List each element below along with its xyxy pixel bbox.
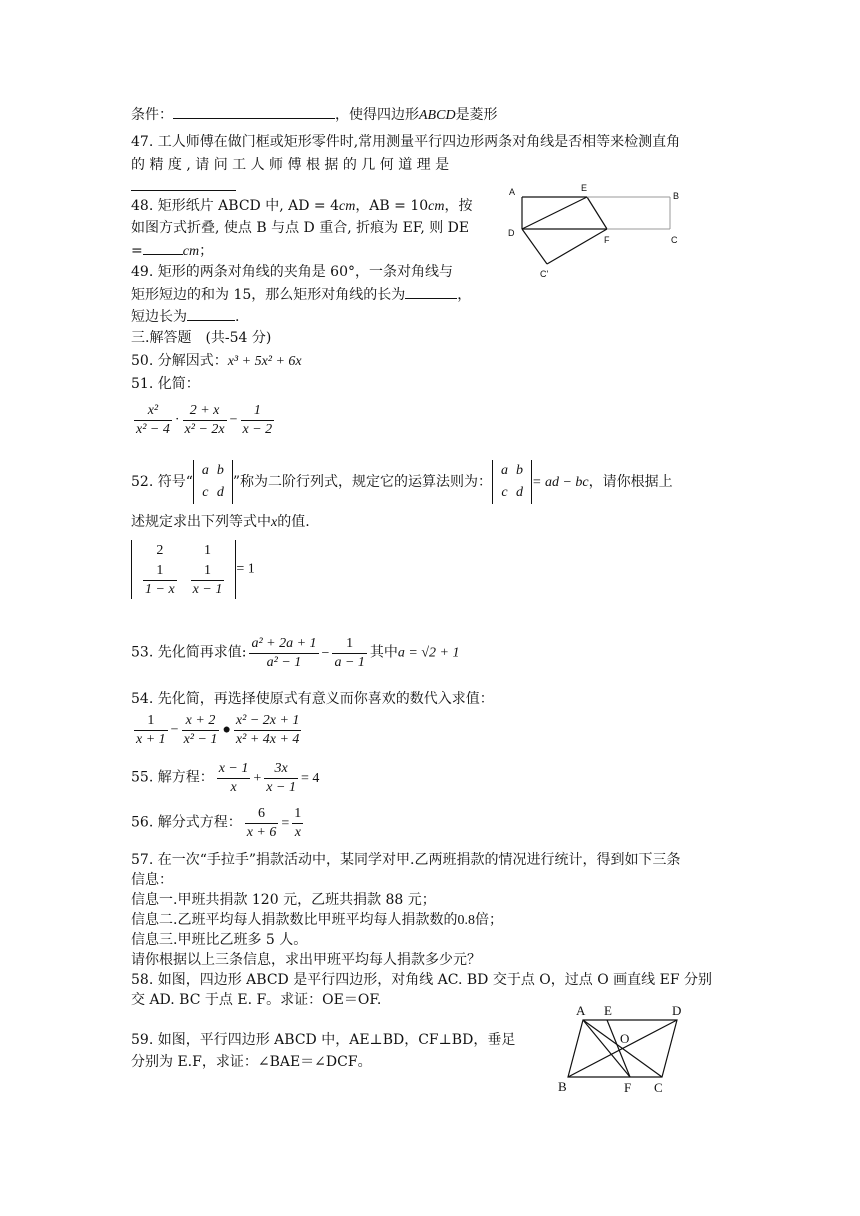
point-o-label: O bbox=[620, 1031, 630, 1046]
answer-blank bbox=[173, 104, 335, 119]
q56-line: 56. 解分式方程： $\frac{6}{x + 6}$ = $\frac{1}{x}$ bbox=[131, 806, 302, 840]
q59-line2: 分别为 E.F，求证：∠BAE＝∠DCF。 bbox=[131, 1054, 372, 1070]
q49-line1: 49. 矩形的两条对角线的夹角是 60°，一条对角线与 bbox=[131, 264, 453, 280]
q49-line2: 矩形短边的和为 15，那么矩形对角线的长为 ， bbox=[131, 284, 471, 305]
q48-line3: = cm； bbox=[131, 240, 213, 262]
point-b-label: B bbox=[673, 191, 680, 201]
q47-line1: 47. 工人师傅在做门框或矩形零件时,常用测量平行四边形两条对角线是否相等来检测直角 bbox=[131, 134, 681, 150]
q57-line1: 57. 在一次“手拉手”捐款活动中，某同学对甲.乙两班捐款的情况进行统计，得到如下三条 bbox=[131, 852, 681, 868]
point-a-label: A bbox=[576, 1003, 586, 1018]
q47-blank bbox=[131, 176, 236, 197]
point-c-label: C bbox=[654, 1080, 663, 1095]
point-f-label: F bbox=[604, 235, 610, 245]
q58-line1: 58. 如图，四边形 ABCD 是平行四边形，对角线 AC. BD 交于点 O，过点 O 画直线 EF 分别 bbox=[131, 972, 712, 988]
parallelogram-figure bbox=[550, 1000, 700, 1100]
q48-line1: 48. 矩形纸片 ABCD 中, AD = 4cm，AB = 10cm，按 bbox=[131, 198, 473, 214]
q54-label: 54. 先化简，再选择使原式有意义而你喜欢的数代入求值： bbox=[131, 691, 494, 707]
q57-info1: 信息一.甲班共捐款 120 元，乙班共捐款 88 元； bbox=[131, 892, 436, 908]
point-c-prime-label: C' bbox=[540, 269, 549, 279]
q52-determinant: 2 1 $\frac{1}{1 - x}$ $\frac{1}{x - 1}$ = 1 bbox=[131, 540, 255, 599]
q59-line1: 59. 如图，平行四边形 ABCD 中，AE⊥BD，CF⊥BD，垂足 bbox=[131, 1032, 516, 1048]
q52-line1: 52. 符号“ a b c d ”称为二阶行列式，规定它的运算法则为： a b c d = ad − bc，请你根据上 bbox=[131, 460, 673, 504]
q49-line3: 短边长为 . bbox=[131, 306, 239, 327]
point-d-label: D bbox=[508, 228, 515, 238]
point-d-label: D bbox=[672, 1003, 682, 1018]
q52-line2: 述规定求出下列等式中x的值. bbox=[131, 514, 310, 530]
q51-expression: $\frac{\text{x²}}{\text{x² − 4}}$ · $\frac{2 + x}{\text{x² − 2x}}$ − $\frac{1}{x - 2}$ bbox=[136, 403, 273, 437]
q57-info3: 信息三.甲班比乙班多 5 人。 bbox=[131, 932, 308, 948]
q46-line: 条件： ，使得四边形ABCD是菱形 bbox=[131, 104, 498, 126]
point-c-label: C bbox=[671, 235, 678, 245]
point-b-label: B bbox=[558, 1079, 567, 1094]
q53-line: 53. 先化简再求值: $\frac{\text{a² + 2a + 1}}{\text{a² − 1}}$ − $\frac{1}{a - 1}$ 其中a = √2 + 1 bbox=[131, 636, 460, 670]
q48-line2: 如图方式折叠, 使点 B 与点 D 重合, 折痕为 EF, 则 DE bbox=[131, 220, 470, 236]
q57-ask: 请你根据以上三条信息，求出甲班平均每人捐款多少元？ bbox=[131, 952, 481, 968]
fold-figure bbox=[505, 182, 685, 282]
q51-label: 51. 化简： bbox=[131, 376, 200, 392]
q55-line: 55. 解方程： $\frac{x - 1}{x}$ + $\frac{3x}{x - 1}$ = 4 bbox=[131, 761, 320, 795]
section-heading: 三.解答题 (共-54 分) bbox=[131, 330, 272, 346]
point-a-label: A bbox=[509, 187, 516, 197]
q57-info2: 信息二.乙班平均每人捐款数比甲班平均每人捐款数的0.8倍； bbox=[131, 912, 503, 928]
point-e-label: E bbox=[581, 183, 588, 193]
point-e-label: E bbox=[604, 1003, 612, 1018]
q57-line2: 信息： bbox=[131, 872, 173, 888]
q47-line2: 的 精 度 , 请 问 工 人 师 傅 根 据 的 几 何 道 理 是 bbox=[131, 157, 450, 173]
q50-line: 50. 分解因式：x³ + 5x² + 6x bbox=[131, 353, 302, 369]
point-f-label: F bbox=[624, 1080, 632, 1095]
q58-line2: 交 AD. BC 于点 E. F。求证：OE＝OF. bbox=[131, 992, 382, 1008]
q54-expression: $\frac{1}{x + 1}$ − $\frac{x + 2}{\text{x² − 1}}$ ● $\frac{\text{x² − 2x + 1}}{\text{x² + 4x + 4}}$ bbox=[136, 713, 300, 747]
